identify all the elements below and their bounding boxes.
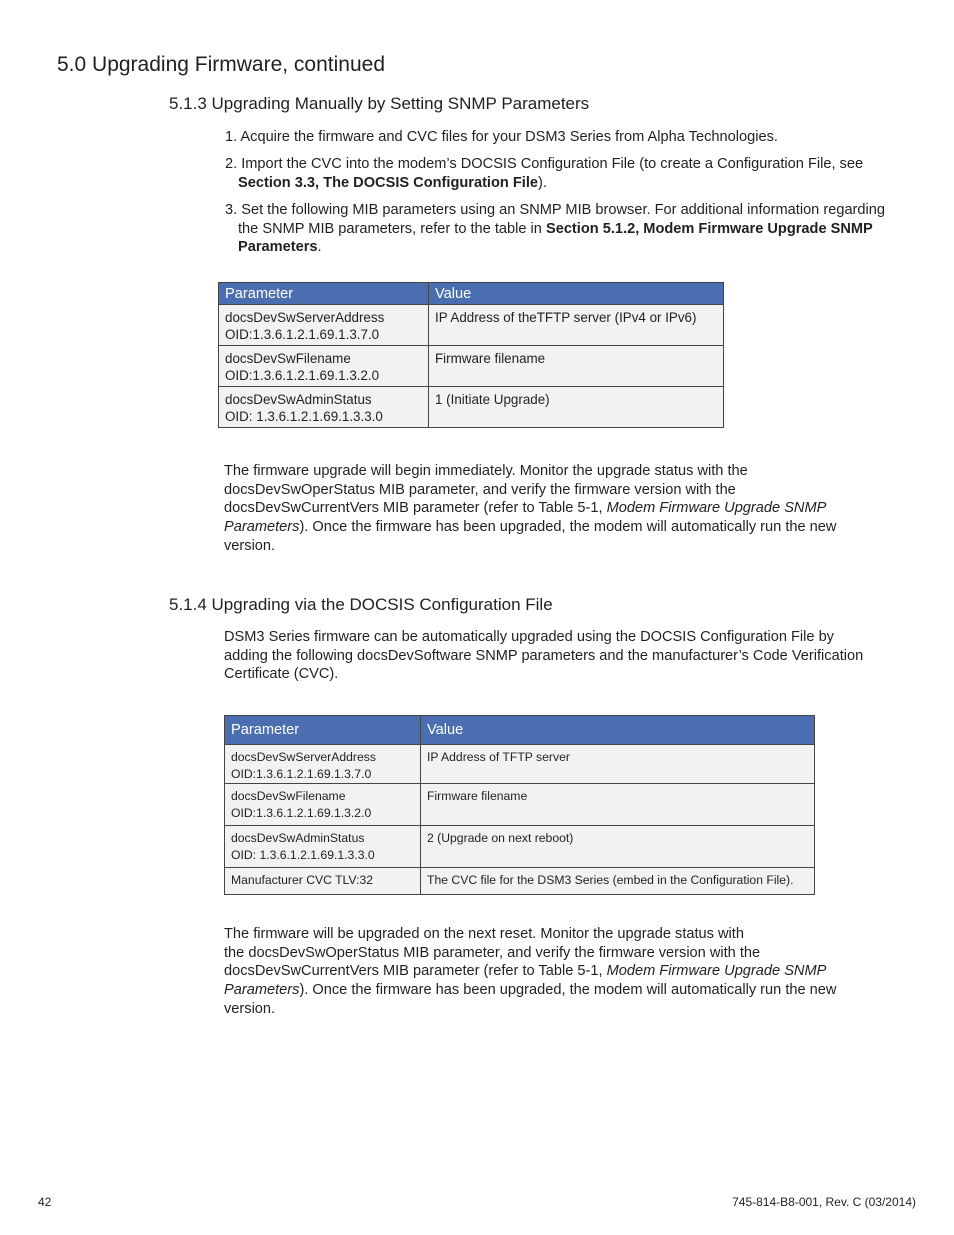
parameter-oid: OID:1.3.6.1.2.1.69.1.3.7.0 xyxy=(231,767,372,781)
docsis-intro: DSM3 Series firmware can be automatically upgraded using the DOCSIS Configuration File by adding the following docsDevSoftware SNMP parameters and the manufacturer’s Code Verification Certificate (CVC). xyxy=(224,629,864,683)
docsis-parameters-table xyxy=(224,715,815,895)
note-text: the docsDevSwOperStatus MIB parameter, and verify the firmware version with the docsDevSwCurrentVers MIB parameter (refer to Table 5-1, xyxy=(224,944,761,980)
parameter-cell xyxy=(225,784,421,826)
parameter-cell xyxy=(219,346,429,387)
note-line-1: The firmware will be upgraded on the next reset. Monitor the upgrade status with xyxy=(224,926,744,942)
value-cell: IP Address of TFTP server xyxy=(421,745,815,784)
note-table-ref: Modem Firmware Upgrade SNMP Parameters xyxy=(224,500,826,536)
column-header-parameter: Parameter xyxy=(225,716,421,745)
parameter-name: Manufacturer CVC TLV:32 xyxy=(231,873,374,887)
upgrade-status-note xyxy=(224,462,889,556)
note-end: ). Once the firmware has been upgraded, the modem will automatically run the new version. xyxy=(224,519,837,554)
step-3-end: . xyxy=(317,239,322,256)
parameter-cell xyxy=(225,868,421,895)
step-3 xyxy=(225,201,898,257)
step-2-text: 2. Import the CVC into the modem’s DOCSIS Configuration File (to create a Configuration File, see xyxy=(225,156,864,172)
parameter-name: docsDevSwAdminStatus xyxy=(225,392,372,407)
parameter-name: docsDevSwFilename xyxy=(225,351,351,366)
note-text: The firmware upgrade will begin immediately. Monitor the upgrade status with the docsDevSwOperStatus MIB parameter, and verify the firmware version with the docsDevSwCurrentVers MIB parameter (refer to Table 5-1, xyxy=(224,463,748,517)
step-2-end: ). xyxy=(538,174,547,191)
table-row xyxy=(219,346,724,387)
next-reset-note xyxy=(224,925,889,1019)
step-3-section-ref: Section 5.1.2, Modem Firmware Upgrade SNMP Parameters xyxy=(238,220,873,256)
parameter-cell xyxy=(219,387,429,428)
snmp-parameters-table xyxy=(218,282,724,428)
column-header-value: Value xyxy=(421,716,815,745)
parameter-name: docsDevSwServerAddress xyxy=(225,310,385,325)
parameter-name: docsDevSwServerAddress xyxy=(231,750,376,764)
step-2-section-ref: Section 3.3, The DOCSIS Configuration File xyxy=(238,174,539,191)
value-cell: IP Address of theTFTP server (IPv4 or IPv6) xyxy=(429,305,724,346)
value-cell: 2 (Upgrade on next reboot) xyxy=(421,826,815,868)
column-header-parameter: Parameter xyxy=(219,283,429,305)
parameter-oid: OID: 1.3.6.1.2.1.69.1.3.3.0 xyxy=(225,409,383,424)
step-3-text: 3. Set the following MIB parameters using an SNMP MIB browser. For additional information regarding the SNMP MIB parameters, refer to the table in xyxy=(225,202,886,237)
section-heading-5-1-3: 5.1.3 Upgrading Manually by Setting SNMP Parameters xyxy=(169,94,590,113)
table-row xyxy=(225,868,815,895)
note-table-ref: Modem Firmware Upgrade SNMP Parameters xyxy=(224,963,826,999)
note-end: ). Once the firmware has been upgraded, the modem will automatically run the new version. xyxy=(224,982,837,1017)
parameter-oid: OID:1.3.6.1.2.1.69.1.3.2.0 xyxy=(231,806,372,820)
table-row xyxy=(219,387,724,428)
parameter-cell xyxy=(219,305,429,346)
parameter-cell xyxy=(225,745,421,784)
table-row xyxy=(219,305,724,346)
column-header-value: Value xyxy=(429,283,724,305)
table-row xyxy=(225,826,815,868)
value-cell: Firmware filename xyxy=(429,346,724,387)
document-id: 745-814-B8-001, Rev. C (03/2014) xyxy=(732,1195,916,1209)
parameter-name: docsDevSwAdminStatus xyxy=(231,831,365,845)
value-cell: 1 (Initiate Upgrade) xyxy=(429,387,724,428)
table-header-row xyxy=(225,716,815,745)
parameter-name: docsDevSwFilename xyxy=(231,789,346,803)
step-1: 1. Acquire the firmware and CVC files for your DSM3 Series from Alpha Technologies. xyxy=(225,129,778,145)
parameter-oid: OID: 1.3.6.1.2.1.69.1.3.3.0 xyxy=(231,848,375,862)
step-2 xyxy=(225,155,898,192)
table-row xyxy=(225,784,815,826)
page-number: 42 xyxy=(38,1195,52,1209)
table-header-row xyxy=(219,283,724,305)
parameter-oid: OID:1.3.6.1.2.1.69.1.3.7.0 xyxy=(225,327,380,342)
page-title: 5.0 Upgrading Firmware, continued xyxy=(57,53,386,76)
value-cell: Firmware filename xyxy=(421,784,815,826)
parameter-cell xyxy=(225,826,421,868)
table-row xyxy=(225,745,815,784)
parameter-oid: OID:1.3.6.1.2.1.69.1.3.2.0 xyxy=(225,368,380,383)
section-heading-5-1-4: 5.1.4 Upgrading via the DOCSIS Configuration File xyxy=(169,595,553,614)
value-cell: The CVC file for the DSM3 Series (embed in the Configuration File). xyxy=(421,868,815,895)
